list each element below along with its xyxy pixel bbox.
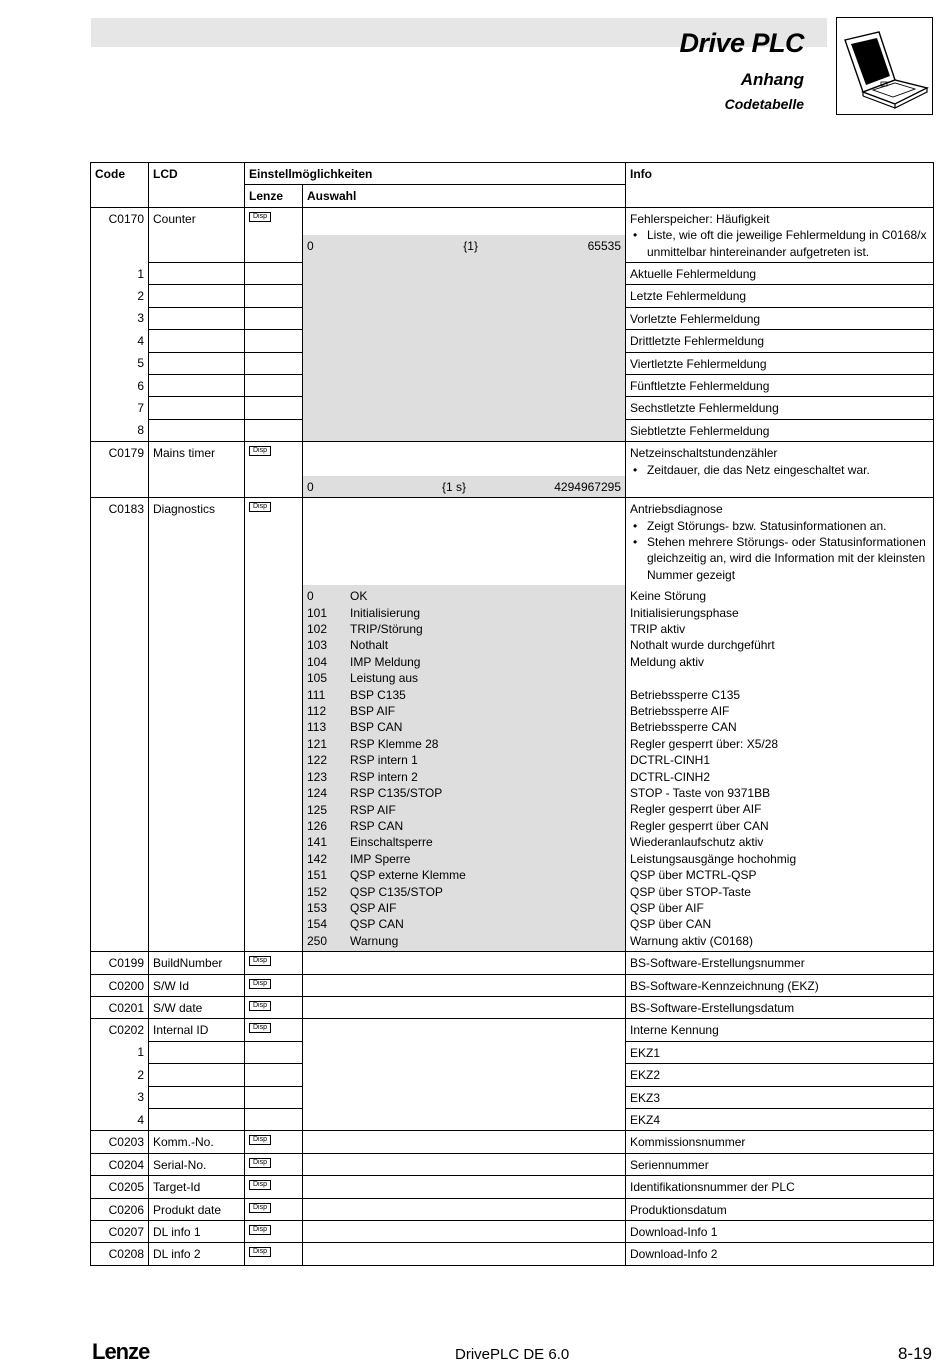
header-settings: Einstellmöglichkeiten: [245, 163, 626, 185]
lenze-cell: [245, 1131, 303, 1153]
subcode-cell: 4: [91, 330, 149, 352]
lcd-cell: S/W Id: [149, 974, 245, 996]
info-cell: Interne Kennung: [626, 1019, 934, 1041]
option-item: [307, 654, 621, 670]
brand-logo: Lenze: [92, 1339, 150, 1364]
info-cell: Sechstletzte Fehlermeldung: [626, 397, 934, 419]
option-number: 104: [307, 654, 328, 669]
laptop-icon: [836, 17, 933, 115]
subcode-cell: 1: [91, 1041, 149, 1063]
lenze-cell: [245, 498, 303, 952]
option-info: STOP - Taste von 9371BB: [630, 786, 771, 801]
lcd-cell: [149, 307, 245, 329]
lcd-cell: Counter: [149, 207, 245, 235]
info-bullet: • Zeitdauer, die das Netz eingeschaltet war.: [630, 462, 929, 478]
subcode-cell: 7: [91, 397, 149, 419]
document-section: Codetabelle: [724, 96, 804, 112]
option-label: RSP intern 2: [350, 769, 418, 784]
lenze-cell: [245, 974, 303, 996]
lenze-cell: [245, 952, 303, 974]
info-bullet: • Liste, wie oft die jeweilige Fehlermeldung in C0168/x unmittelbar hintereinander aufgetreten ist.: [630, 227, 929, 260]
info-cell: [626, 498, 934, 586]
option-item: [307, 785, 621, 801]
lenze-cell: [245, 397, 303, 419]
option-info: DCTRL-CINH2: [630, 769, 711, 784]
option-label: IMP Meldung: [350, 654, 421, 669]
option-number: 103: [307, 638, 328, 653]
lcd-cell: Produkt date: [149, 1198, 245, 1220]
option-label: QSP CAN: [350, 917, 404, 932]
option-label: QSP externe Klemme: [350, 868, 466, 883]
lenze-cell: [245, 442, 303, 498]
code-cell: C0203: [91, 1131, 149, 1153]
selection-cell: [303, 1131, 626, 1153]
lcd-cell: [149, 263, 245, 285]
info-cell: [626, 442, 934, 498]
disp-badge: Disp: [249, 1158, 271, 1168]
lenze-cell: [245, 352, 303, 374]
option-number: 250: [307, 933, 328, 948]
lcd-cell: Serial-No.: [149, 1153, 245, 1175]
option-info: Nothalt wurde durchgeführt: [630, 638, 775, 653]
subcode-cell: 4: [91, 1109, 149, 1131]
header-info: Info: [626, 163, 934, 208]
disp-badge: Disp: [249, 979, 271, 989]
option-label: QSP AIF: [350, 900, 397, 915]
option-info: Wiederanlaufschutz aktiv: [630, 835, 764, 850]
disp-badge: Disp: [249, 956, 271, 966]
option-label: Nothalt: [350, 638, 389, 653]
header-lcd: LCD: [149, 163, 245, 208]
option-info: DCTRL-CINH1: [630, 753, 711, 768]
lenze-cell: [245, 263, 303, 285]
selection-cell: [303, 330, 626, 352]
option-label: BSP C135: [350, 687, 406, 702]
option-label: RSP C135/STOP: [350, 786, 443, 801]
option-info: Regler gesperrt über: X5/28: [630, 736, 779, 751]
info-title: Antriebsdiagnose: [630, 502, 723, 517]
selection-cell: [303, 1243, 626, 1265]
option-item: [307, 933, 621, 949]
option-label: TRIP/Störung: [350, 622, 423, 637]
option-item: [307, 802, 621, 818]
selection-cell: [303, 285, 626, 307]
lcd-cell: Komm.-No.: [149, 1131, 245, 1153]
code-cell: C0204: [91, 1153, 149, 1175]
option-item: [307, 605, 621, 621]
option-info: Warnung aktiv (C0168): [630, 933, 753, 948]
options-cell: [303, 585, 626, 951]
selection-cell: [303, 996, 626, 1018]
code-cell: C0183: [91, 498, 149, 952]
code-cell: C0179: [91, 442, 149, 498]
info-cell: EKZ3: [626, 1086, 934, 1108]
subcode-cell: 5: [91, 352, 149, 374]
disp-badge: Disp: [249, 1135, 271, 1145]
code-cell: C0170: [91, 207, 149, 235]
subcode-cell: 3: [91, 307, 149, 329]
option-number: 126: [307, 818, 328, 833]
code-cell: C0202: [91, 1019, 149, 1041]
option-number: 123: [307, 769, 328, 784]
lenze-cell: [245, 375, 303, 397]
lcd-cell: Mains timer: [149, 442, 245, 498]
option-info: Keine Störung: [630, 589, 707, 604]
selection-cell: [303, 207, 626, 235]
disp-badge: Disp: [249, 1180, 271, 1190]
lenze-cell: [245, 1109, 303, 1131]
document-subtitle: Anhang: [740, 70, 804, 89]
selection-cell: [303, 375, 626, 397]
page-number: 8-19: [897, 1344, 932, 1363]
range-min: 0: [307, 239, 314, 254]
option-number: 121: [307, 736, 328, 751]
option-info: QSP über STOP-Taste: [630, 884, 751, 899]
range-max: 65535: [587, 239, 621, 254]
document-title: Drive PLC: [679, 28, 804, 58]
selection-cell: [303, 498, 626, 586]
option-label: Leistung aus: [350, 671, 419, 686]
info-cell: BS-Software-Erstellungsnummer: [626, 952, 934, 974]
disp-badge: Disp: [249, 502, 271, 512]
lenze-cell: [245, 1064, 303, 1086]
code-cell: C0207: [91, 1221, 149, 1243]
selection-cell: [303, 263, 626, 285]
option-label: RSP Klemme 28: [350, 736, 439, 751]
option-item: [307, 900, 621, 916]
lcd-cell: Diagnostics: [149, 498, 245, 952]
range-min: 0: [307, 479, 314, 494]
option-item: [307, 736, 621, 752]
option-label: IMP Sperre: [350, 851, 411, 866]
lenze-cell: [245, 1176, 303, 1198]
options-info-cell: [626, 585, 934, 951]
option-info: Betriebssperre CAN: [630, 720, 737, 735]
lenze-cell: [245, 419, 303, 441]
option-label: BSP AIF: [350, 704, 396, 719]
lenze-cell: [245, 235, 303, 262]
lenze-cell: [245, 1041, 303, 1063]
info-cell: BS-Software-Kennzeichnung (EKZ): [626, 974, 934, 996]
lcd-cell: [149, 397, 245, 419]
lenze-cell: [245, 1153, 303, 1175]
selection-cell: [303, 1153, 626, 1175]
lenze-cell: [245, 207, 303, 235]
selection-cell: [303, 952, 626, 974]
option-item: [307, 818, 621, 834]
option-item: [307, 851, 621, 867]
info-cell: BS-Software-Erstellungsdatum: [626, 996, 934, 1018]
option-info: [630, 670, 929, 686]
option-label: Einschaltsperre: [350, 835, 433, 850]
header-lenze: Lenze: [245, 185, 303, 207]
code-cell: C0200: [91, 974, 149, 996]
disp-badge: Disp: [249, 1001, 271, 1011]
subcode-cell: 6: [91, 375, 149, 397]
range-step: {1}: [463, 239, 478, 254]
option-label: Warnung: [350, 933, 399, 948]
option-item: [307, 719, 621, 735]
lcd-cell: [149, 285, 245, 307]
selection-cell: [303, 974, 626, 996]
option-info: Regler gesperrt über AIF: [630, 802, 762, 817]
option-item: [307, 703, 621, 719]
option-label: OK: [350, 589, 368, 604]
range-step: {1 s}: [441, 479, 466, 494]
option-item: [307, 916, 621, 932]
option-number: 113: [307, 720, 327, 735]
selection-cell: [303, 1221, 626, 1243]
info-title: Netzeinschaltstundenzähler: [630, 446, 778, 461]
option-number: 102: [307, 622, 328, 637]
subcode-cell: 3: [91, 1086, 149, 1108]
disp-badge: Disp: [249, 212, 271, 222]
lenze-cell: [245, 1086, 303, 1108]
info-bullets: [630, 518, 929, 584]
code-cell: C0205: [91, 1176, 149, 1198]
option-info: QSP über CAN: [630, 917, 712, 932]
lenze-cell: [245, 996, 303, 1018]
code-cell: C0199: [91, 952, 149, 974]
selection-cell: [303, 1176, 626, 1198]
code-cell: C0206: [91, 1198, 149, 1220]
info-cell: Vorletzte Fehlermeldung: [626, 307, 934, 329]
range-cell: [303, 235, 626, 262]
subcode-cell: 8: [91, 419, 149, 441]
info-cell: Fünftletzte Fehlermeldung: [626, 375, 934, 397]
subcode-cell: 2: [91, 1064, 149, 1086]
option-label: BSP CAN: [350, 720, 403, 735]
disp-badge: Disp: [249, 1225, 271, 1235]
disp-badge: Disp: [249, 1247, 271, 1257]
info-cell: Drittletzte Fehlermeldung: [626, 330, 934, 352]
option-label: RSP CAN: [350, 818, 404, 833]
info-bullet: • Stehen mehrere Störungs- oder Statusinformationen gleichzeitig an, wird die Information mit der kleinsten Nummer gezeigt: [630, 534, 929, 583]
info-cell: Kommissionsnummer: [626, 1131, 934, 1153]
subcode-cell: 1: [91, 263, 149, 285]
disp-badge: Disp: [249, 1023, 271, 1033]
selection-cell: [303, 307, 626, 329]
option-info: Leistungsausgänge hochohmig: [630, 851, 797, 866]
lenze-cell: [245, 1243, 303, 1265]
option-label: QSP C135/STOP: [350, 884, 443, 899]
option-item: [307, 621, 621, 637]
lcd-cell: [149, 375, 245, 397]
lenze-cell: [245, 330, 303, 352]
option-info: Regler gesperrt über CAN: [630, 818, 769, 833]
lcd-cell: BuildNumber: [149, 952, 245, 974]
selection-cell: [303, 1019, 626, 1131]
lenze-cell: [245, 1019, 303, 1041]
option-item: [307, 834, 621, 850]
header-code: Code: [91, 163, 149, 208]
lcd-cell: [149, 352, 245, 374]
selection-cell: [303, 397, 626, 419]
option-number: 153: [307, 900, 328, 915]
info-bullets: [630, 227, 929, 260]
code-cell: [91, 235, 149, 262]
option-number: 101: [307, 605, 328, 620]
disp-badge: Disp: [249, 1203, 271, 1213]
option-item: [307, 867, 621, 883]
option-info: TRIP aktiv: [630, 622, 686, 637]
option-number: 142: [307, 851, 328, 866]
selection-cell: [303, 1198, 626, 1220]
option-item: [307, 752, 621, 768]
info-bullet: • Zeigt Störungs- bzw. Statusinformationen an.: [630, 518, 929, 534]
option-item: [307, 637, 621, 653]
code-cell: C0201: [91, 996, 149, 1018]
option-item: [307, 769, 621, 785]
selection-cell: [303, 442, 626, 476]
option-item: [307, 670, 621, 686]
code-table: [90, 162, 934, 1266]
option-number: 151: [307, 868, 328, 883]
option-label: RSP intern 1: [350, 753, 418, 768]
option-label: Initialisierung: [350, 605, 421, 620]
info-cell: Produktionsdatum: [626, 1198, 934, 1220]
option-info: Betriebssperre C135: [630, 687, 741, 702]
lcd-cell: [149, 1086, 245, 1108]
lcd-cell: [149, 419, 245, 441]
option-info: Meldung aktiv: [630, 654, 705, 669]
range-cell: [303, 476, 626, 498]
info-cell: Download-Info 2: [626, 1243, 934, 1265]
lenze-cell: [245, 285, 303, 307]
lcd-cell: [149, 1109, 245, 1131]
info-bullets: [630, 462, 929, 478]
option-label: RSP AIF: [350, 802, 396, 817]
info-cell: Download-Info 1: [626, 1221, 934, 1243]
selection-cell: [303, 419, 626, 441]
option-number: 154: [307, 917, 328, 932]
option-info: QSP über AIF: [630, 900, 704, 915]
code-cell: C0208: [91, 1243, 149, 1265]
option-info: Initialisierungsphase: [630, 605, 739, 620]
option-number: 124: [307, 786, 328, 801]
lcd-cell: [149, 1041, 245, 1063]
lenze-cell: [245, 1198, 303, 1220]
option-item: [307, 588, 621, 604]
footer-document: DrivePLC DE 6.0: [455, 1346, 570, 1363]
option-number: 152: [307, 884, 328, 899]
option-number: 125: [307, 802, 328, 817]
option-item: [307, 884, 621, 900]
info-cell: [626, 207, 934, 262]
info-cell: Siebtletzte Fehlermeldung: [626, 419, 934, 441]
info-cell: EKZ4: [626, 1109, 934, 1131]
option-number: 0: [307, 589, 314, 604]
lcd-cell: DL info 1: [149, 1221, 245, 1243]
info-cell: Viertletzte Fehlermeldung: [626, 352, 934, 374]
lcd-cell: DL info 2: [149, 1243, 245, 1265]
lenze-cell: [245, 1221, 303, 1243]
option-item: [307, 687, 621, 703]
option-number: 122: [307, 753, 328, 768]
range-max: 4294967295: [554, 479, 621, 494]
option-info: Betriebssperre AIF: [630, 704, 730, 719]
lcd-cell: [149, 1064, 245, 1086]
lcd-cell: [149, 235, 245, 262]
option-number: 141: [307, 835, 328, 850]
option-info: QSP über MCTRL-QSP: [630, 868, 757, 883]
disp-badge: Disp: [249, 446, 271, 456]
lcd-cell: S/W date: [149, 996, 245, 1018]
info-cell: Letzte Fehlermeldung: [626, 285, 934, 307]
info-title: Fehlerspeicher: Häufigkeit: [630, 211, 770, 226]
info-cell: Aktuelle Fehlermeldung: [626, 263, 934, 285]
option-number: 112: [307, 704, 327, 719]
info-cell: EKZ2: [626, 1064, 934, 1086]
info-cell: Seriennummer: [626, 1153, 934, 1175]
lcd-cell: Target-Id: [149, 1176, 245, 1198]
option-number: 111: [307, 687, 326, 702]
info-cell: Identifikationsnummer der PLC: [626, 1176, 934, 1198]
option-number: 105: [307, 671, 328, 686]
subcode-cell: 2: [91, 285, 149, 307]
lcd-cell: Internal ID: [149, 1019, 245, 1041]
selection-cell: [303, 352, 626, 374]
info-cell: EKZ1: [626, 1041, 934, 1063]
lcd-cell: [149, 330, 245, 352]
header-selection: Auswahl: [303, 185, 626, 207]
lenze-cell: [245, 307, 303, 329]
